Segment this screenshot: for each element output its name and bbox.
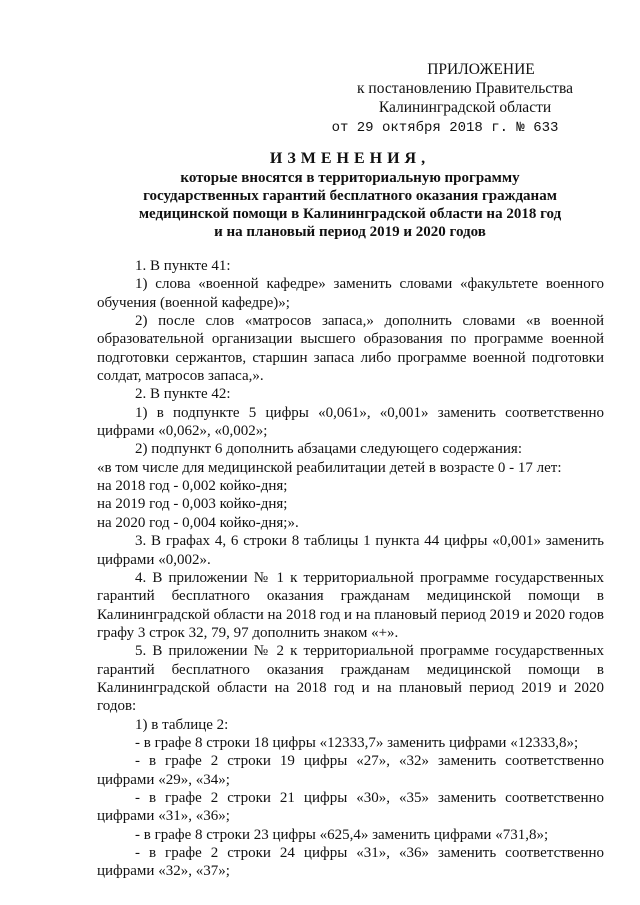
appendix-line-2: Калининградской области	[378, 99, 552, 116]
paragraph-15: - в графе 8 строки 18 цифры «12333,7» заменить цифрами «12333,8»;	[135, 734, 579, 751]
paragraph-12: 4. В приложении № 1 к территориальной программе государственных гарантий бесплатного оказания гражданам медицинской помощи в Калининградской области на 2018 год и на плановый период 2019 и 2020 годов графу 3 строк 32, 79, 97 дополнить знаком «+».	[97, 569, 604, 641]
paragraph-10: на 2020 год - 0,004 койко-дня;».	[97, 514, 299, 531]
paragraph-18: - в графе 8 строки 23 цифры «625,4» заменить цифрами «731,8»;	[135, 826, 549, 843]
title-line-1: которые вносятся в территориальную программу	[180, 170, 520, 186]
paragraph-7: «в том числе для медицинской реабилитации детей в возрасте 0 - 17 лет:	[97, 459, 562, 476]
paragraph-2: 1) слова «военной кафедре» заменить словами «факультете военного обучения (военной кафедре)»;	[97, 276, 604, 311]
paragraph-6: 2) подпункт 6 дополнить абзацами следующего содержания:	[135, 441, 522, 458]
paragraph-11: 3. В графах 4, 6 строки 8 таблицы 1 пункта 44 цифры «0,001» заменить цифрами «0,002».	[97, 533, 604, 568]
document-body	[97, 257, 604, 881]
paragraph-17: - в графе 2 строки 21 цифры «30», «35» заменить соответственно цифрами «31», «36»;	[97, 789, 604, 825]
paragraph-9: на 2019 год - 0,003 койко-дня;	[97, 496, 288, 513]
paragraph-5: 1) в подпункте 5 цифры «0,061», «0,001» заменить соответственно цифрами «0,062», «0,002»;	[97, 404, 604, 440]
paragraph-4: 2. В пункте 42:	[135, 386, 231, 403]
paragraph-1: 1. В пункте 41:	[135, 258, 231, 274]
paragraph-3: 2) после слов «матросов запаса,» дополнить словами «в военной образовательной организации высшего образования по программе военной подготовки сержантов, старшин запаса либо программе военной подготовки солдат, матросов запаса,».	[97, 313, 604, 385]
title-line-3: медицинской помощи в Калининградской области на 2018 год	[138, 206, 562, 222]
paragraph-19: - в графе 2 строки 24 цифры «31», «36» заменить соответственно цифрами «32», «37»;	[97, 845, 604, 880]
paragraph-14: 1) в таблице 2:	[135, 716, 229, 733]
title-main: ИЗМЕНЕНИЯ,	[269, 150, 431, 167]
appendix-header	[331, 60, 580, 138]
title-line-2: государственных гарантий бесплатного оказания гражданам	[143, 188, 557, 204]
paragraph-8: на 2018 год - 0,002 койко-дня;	[97, 478, 288, 495]
title-line-4: и на плановый период 2019 и 2020 годов	[214, 224, 486, 240]
appendix-title: ПРИЛОЖЕНИЕ	[427, 61, 535, 78]
paragraph-16: - в графе 2 строки 19 цифры «27», «32» заменить соответственно цифрами «29», «34»;	[97, 753, 604, 788]
appendix-date: от 29 октября 2018 г. № 633	[331, 120, 559, 136]
document-title	[100, 148, 600, 241]
paragraph-13: 5. В приложении № 2 к территориальной программе государственных гарантий бесплатного оказания гражданам медицинской помощи в Калининградской области на 2018 год и на плановый период 2019 и 2020 годов:	[97, 643, 604, 715]
appendix-line-1: к постановлению Правительства	[357, 80, 573, 97]
